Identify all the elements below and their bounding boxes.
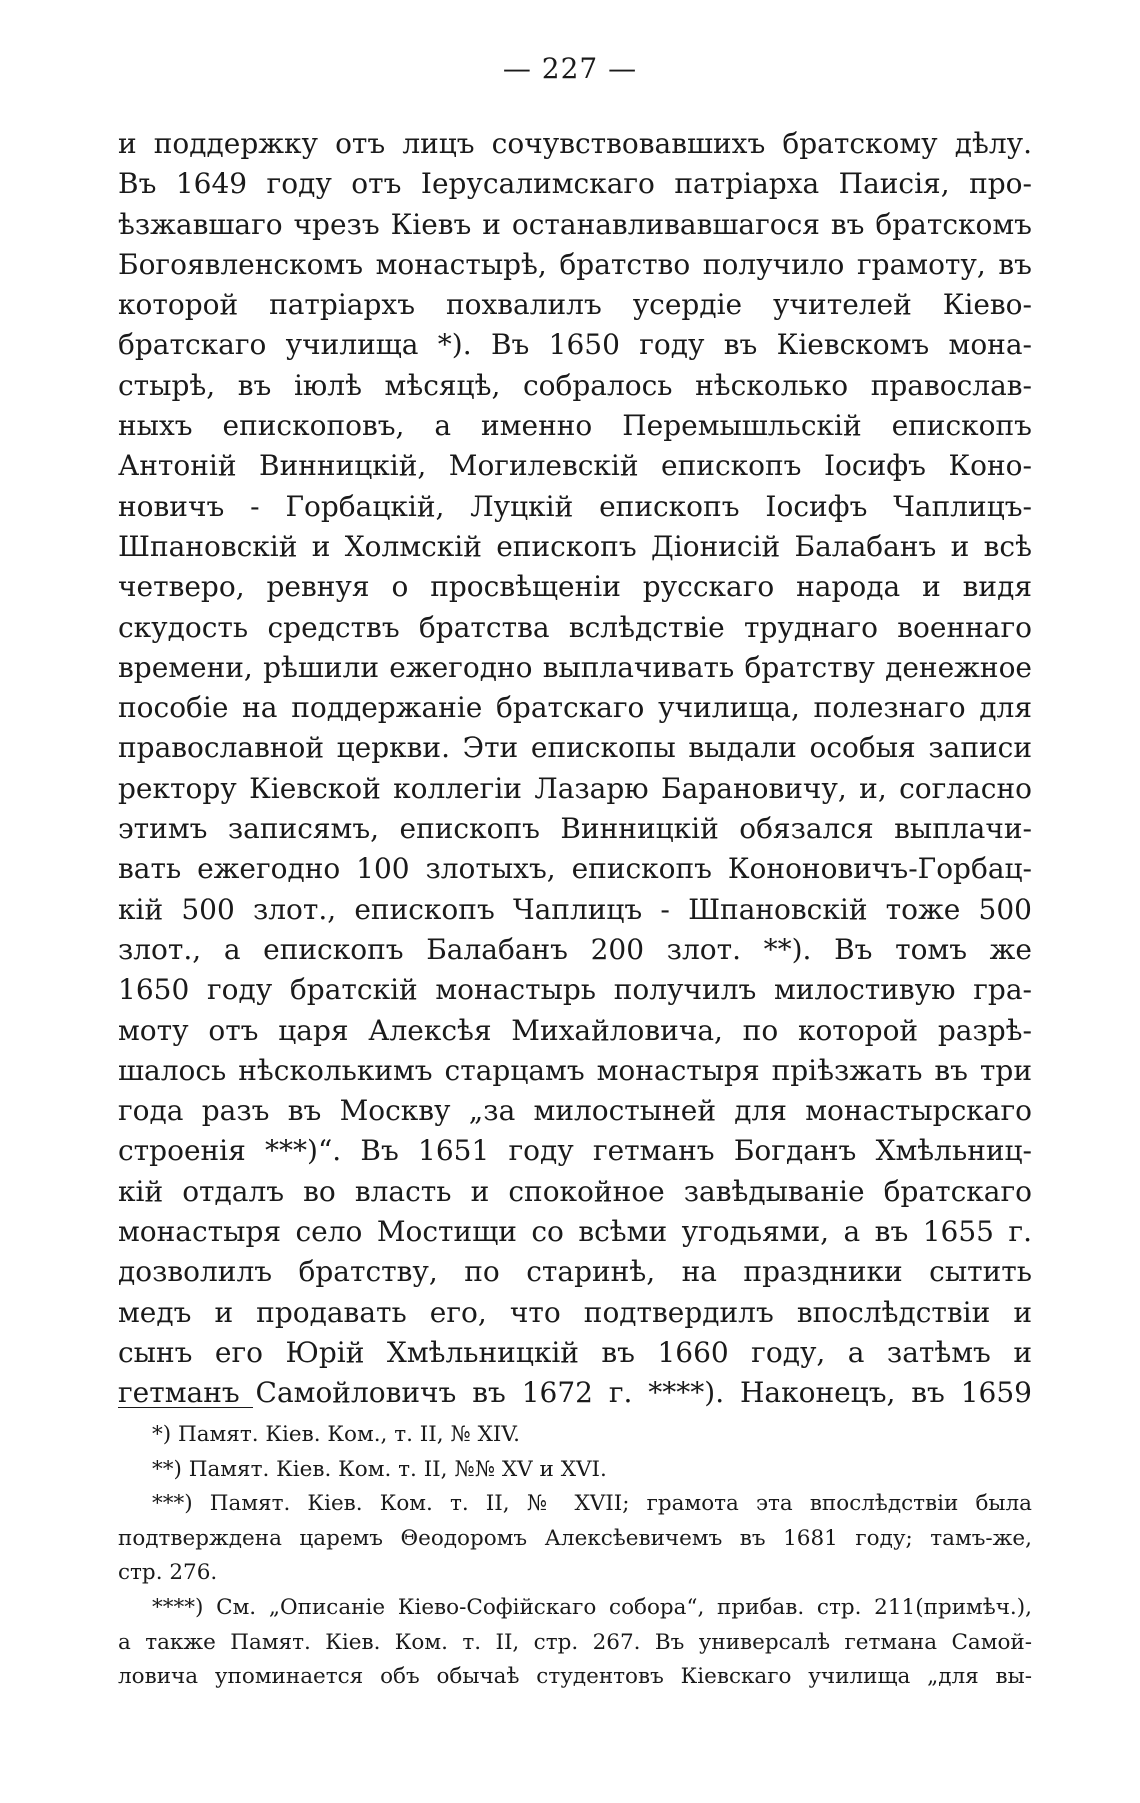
text-line: пособіе на поддержаніе братскаго училища, полезнаго для	[118, 691, 1032, 725]
text-line: стырѣ, въ іюлѣ мѣсяцѣ, собралось нѣсколько православ-	[118, 368, 1032, 402]
text-line: дозволилъ братству, по старинѣ, на праздники сытить	[118, 1255, 1032, 1289]
footnote-3-continued: подтверждена царемъ Θеодоромъ Алексѣевичемъ въ 1681 году; тамъ-же,	[118, 1525, 1032, 1551]
text-line: кій 500 злот., епископъ Чаплицъ - Шпановскій тоже 500	[118, 892, 1032, 926]
text-line: сынъ его Юрій Хмѣльницкій въ 1660 году, а затѣмъ и	[118, 1335, 1032, 1369]
text-line: православной церкви. Эти епископы выдали особыя записи	[118, 731, 1032, 765]
text-line: скудость средствъ братства вслѣдствіе труднаго военнаго	[118, 610, 1032, 644]
text-line: гетманъ Самойловичъ въ 1672 г. ****). Наконецъ, въ 1659	[118, 1376, 1032, 1410]
footnote-3-continued: стр. 276.	[118, 1560, 218, 1586]
text-line: ѣзжавшаго чрезъ Кіевъ и останавливавшагося въ братскомъ	[118, 207, 1032, 241]
footnote-4: ****) См. „Описаніе Кіево-Софійскаго собора“, прибав. стр. 211(примѣч.),	[152, 1594, 1032, 1620]
text-line: строенія ***)“. Въ 1651 году гетманъ Богданъ Хмѣльниц-	[118, 1134, 1032, 1168]
footnote-2: **) Памят. Кіев. Ком. т. II, №№ XV и XVI.	[152, 1456, 607, 1482]
main-text	[118, 124, 1032, 1414]
footnote-divider	[118, 1407, 253, 1408]
text-line: четверо, ревнуя о просвѣщеніи русскаго народа и видя	[118, 570, 1032, 604]
text-line: медъ и продавать его, что подтвердилъ впослѣдствіи и	[118, 1295, 1032, 1329]
text-line: Въ 1649 году отъ Іерусалимскаго патріарха Паисія, про-	[118, 167, 1032, 201]
page-number: — 227 —	[502, 52, 638, 85]
text-line: Шпановскій и Холмскій епископъ Діонисій Балабанъ и всѣ	[118, 529, 1032, 563]
footnote-4-continued: а также Памят. Кіев. Ком. т. II, стр. 267. Въ универсалѣ гетмана Самой-	[118, 1629, 1032, 1655]
footnote-4-continued: ловича упоминается объ обычаѣ студентовъ Кіевскаго училища „для вы-	[118, 1664, 1032, 1690]
text-line: кій отдалъ во власть и спокойное завѣдываніе братскаго	[118, 1174, 1032, 1208]
text-line: Антоній Винницкій, Могилевскій епископъ Іосифъ Коно-	[118, 449, 1032, 483]
text-line: шалось нѣсколькимъ старцамъ монастыря пріѣзжать въ три	[118, 1053, 1032, 1087]
text-line: 1650 году братскій монастырь получилъ милостивую гра-	[118, 973, 1032, 1007]
text-line: этимъ записямъ, епископъ Винницкій обязался выплачи-	[118, 812, 1032, 846]
footnotes	[118, 1418, 1032, 1695]
text-line: года разъ въ Москву „за милостыней для монастырскаго	[118, 1094, 1032, 1128]
text-line: времени, рѣшили ежегодно выплачивать братству денежное	[118, 650, 1032, 684]
footnote-3: ***) Памят. Кіев. Ком. т. II, № XVII; грамота эта впослѣдствіи была	[152, 1491, 1032, 1517]
text-line: которой патріархъ похвалилъ усердіе учителей Кіево-	[118, 288, 1032, 322]
text-line: ныхъ епископовъ, а именно Перемышльскій епископъ	[118, 409, 1032, 443]
text-line: и поддержку отъ лицъ сочувствовавшихъ братскому дѣлу.	[118, 127, 1032, 160]
text-line: моту отъ царя Алексѣя Михайловича, по которой разрѣ-	[118, 1013, 1032, 1047]
text-line: ректору Кіевской коллегіи Лазарю Барановичу, и, согласно	[118, 771, 1032, 805]
text-line: вать ежегодно 100 злотыхъ, епископъ Кононовичъ-Горбац-	[118, 852, 1032, 886]
text-line: злот., а епископъ Балабанъ 200 злот. **). Въ томъ же	[118, 932, 1032, 966]
text-line: братскаго училища *). Въ 1650 году въ Кіевскомъ мона-	[118, 328, 1032, 362]
footnote-1: *) Памят. Кіев. Ком., т. II, № XIV.	[152, 1422, 521, 1447]
text-line: новичъ - Горбацкій, Луцкій епископъ Іосифъ Чаплицъ-	[118, 489, 1032, 523]
text-line: Богоявленскомъ монастырѣ, братство получило грамоту, въ	[118, 247, 1032, 281]
text-line: монастыря село Мостищи со всѣми угодьями, а въ 1655 г.	[118, 1215, 1032, 1249]
